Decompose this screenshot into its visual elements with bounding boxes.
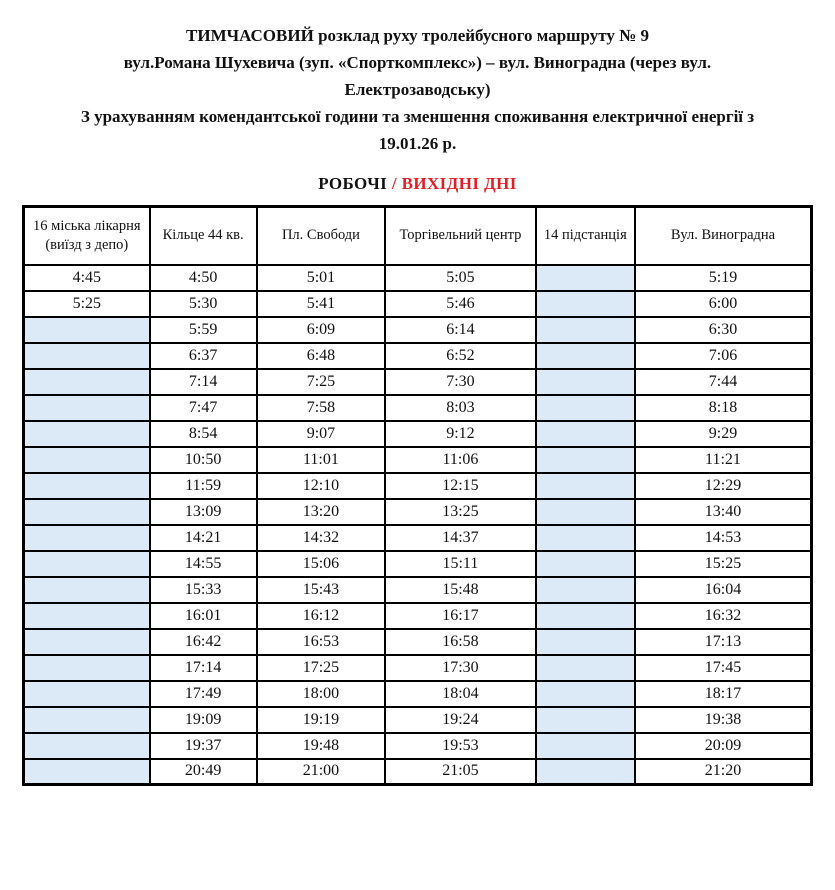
table-row xyxy=(24,733,812,759)
time-cell: 6:48 xyxy=(257,343,385,369)
schedule-table-body xyxy=(24,265,812,785)
workdays-label: РОБОЧІ xyxy=(318,174,388,193)
time-cell: 14:21 xyxy=(150,525,257,551)
time-cell: 9:29 xyxy=(635,421,812,447)
time-cell: 15:06 xyxy=(257,551,385,577)
empty-shaded-cell xyxy=(536,265,635,291)
table-row xyxy=(24,395,812,421)
empty-shaded-cell xyxy=(536,473,635,499)
table-row xyxy=(24,317,812,343)
title-line-4: З урахуванням комендантської години та зменшення споживання електричної енергії з xyxy=(80,107,755,126)
empty-shaded-cell xyxy=(24,447,150,473)
time-cell: 5:41 xyxy=(257,291,385,317)
title-line-2: вул.Романа Шухевича (зуп. «Спорткомплекс») – вул. Виноградна (через вул. xyxy=(123,53,712,72)
time-cell: 17:13 xyxy=(635,629,812,655)
time-cell: 16:53 xyxy=(257,629,385,655)
time-cell: 18:00 xyxy=(257,681,385,707)
table-row xyxy=(24,265,812,291)
time-cell: 7:44 xyxy=(635,369,812,395)
table-row xyxy=(24,499,812,525)
time-cell: 6:37 xyxy=(150,343,257,369)
time-cell: 17:30 xyxy=(385,655,536,681)
time-cell: 13:09 xyxy=(150,499,257,525)
empty-shaded-cell xyxy=(24,499,150,525)
column-header: 14 підстанція xyxy=(536,207,635,265)
time-cell: 15:33 xyxy=(150,577,257,603)
time-cell: 19:24 xyxy=(385,707,536,733)
empty-shaded-cell xyxy=(536,525,635,551)
time-cell: 15:43 xyxy=(257,577,385,603)
time-cell: 14:55 xyxy=(150,551,257,577)
time-cell: 5:46 xyxy=(385,291,536,317)
empty-shaded-cell xyxy=(536,681,635,707)
time-cell: 13:20 xyxy=(257,499,385,525)
time-cell: 17:49 xyxy=(150,681,257,707)
time-cell: 20:49 xyxy=(150,759,257,785)
empty-shaded-cell xyxy=(536,369,635,395)
time-cell: 12:15 xyxy=(385,473,536,499)
time-cell: 17:25 xyxy=(257,655,385,681)
time-cell: 19:53 xyxy=(385,733,536,759)
schedule-table xyxy=(22,205,813,786)
time-cell: 4:50 xyxy=(150,265,257,291)
empty-shaded-cell xyxy=(24,681,150,707)
empty-shaded-cell xyxy=(536,655,635,681)
empty-shaded-cell xyxy=(24,551,150,577)
time-cell: 19:38 xyxy=(635,707,812,733)
empty-shaded-cell xyxy=(536,603,635,629)
table-row xyxy=(24,577,812,603)
time-cell: 19:48 xyxy=(257,733,385,759)
time-cell: 11:21 xyxy=(635,447,812,473)
empty-shaded-cell xyxy=(24,655,150,681)
empty-shaded-cell xyxy=(24,525,150,551)
empty-shaded-cell xyxy=(24,343,150,369)
empty-shaded-cell xyxy=(24,629,150,655)
empty-shaded-cell xyxy=(24,395,150,421)
table-row xyxy=(24,421,812,447)
empty-shaded-cell xyxy=(536,447,635,473)
empty-shaded-cell xyxy=(536,395,635,421)
time-cell: 5:30 xyxy=(150,291,257,317)
time-cell: 11:06 xyxy=(385,447,536,473)
document-title xyxy=(28,22,808,157)
time-cell: 15:11 xyxy=(385,551,536,577)
time-cell: 14:53 xyxy=(635,525,812,551)
time-cell: 16:42 xyxy=(150,629,257,655)
time-cell: 16:12 xyxy=(257,603,385,629)
table-row xyxy=(24,681,812,707)
time-cell: 16:01 xyxy=(150,603,257,629)
empty-shaded-cell xyxy=(536,629,635,655)
column-header: Торгівельний центр xyxy=(385,207,536,265)
time-cell: 6:14 xyxy=(385,317,536,343)
empty-shaded-cell xyxy=(536,317,635,343)
weekend-days-label: / ВИХІДНІ ДНІ xyxy=(391,174,517,193)
time-cell: 7:58 xyxy=(257,395,385,421)
time-cell: 8:54 xyxy=(150,421,257,447)
time-cell: 7:14 xyxy=(150,369,257,395)
time-cell: 16:58 xyxy=(385,629,536,655)
table-row xyxy=(24,655,812,681)
empty-shaded-cell xyxy=(536,291,635,317)
empty-shaded-cell xyxy=(24,577,150,603)
time-cell: 12:29 xyxy=(635,473,812,499)
time-cell: 16:04 xyxy=(635,577,812,603)
time-cell: 16:17 xyxy=(385,603,536,629)
column-header: Кільце 44 кв. xyxy=(150,207,257,265)
time-cell: 11:01 xyxy=(257,447,385,473)
time-cell: 5:05 xyxy=(385,265,536,291)
time-cell: 7:06 xyxy=(635,343,812,369)
time-cell: 6:00 xyxy=(635,291,812,317)
column-header: 16 міська лікарня (виїзд з депо) xyxy=(24,207,150,265)
table-row xyxy=(24,603,812,629)
column-header: Пл. Свободи xyxy=(257,207,385,265)
time-cell: 5:59 xyxy=(150,317,257,343)
empty-shaded-cell xyxy=(24,369,150,395)
time-cell: 14:37 xyxy=(385,525,536,551)
time-cell: 5:19 xyxy=(635,265,812,291)
time-cell: 15:48 xyxy=(385,577,536,603)
time-cell: 7:25 xyxy=(257,369,385,395)
empty-shaded-cell xyxy=(24,733,150,759)
empty-shaded-cell xyxy=(536,733,635,759)
time-cell: 21:20 xyxy=(635,759,812,785)
title-line-3: Електрозаводську) xyxy=(344,80,491,99)
time-cell: 10:50 xyxy=(150,447,257,473)
time-cell: 17:14 xyxy=(150,655,257,681)
time-cell: 6:52 xyxy=(385,343,536,369)
title-line-1: ТИМЧАСОВИЙ розклад руху тролейбусного маршруту № 9 xyxy=(186,26,649,45)
column-header: Вул. Виноградна xyxy=(635,207,812,265)
empty-shaded-cell xyxy=(536,343,635,369)
time-cell: 8:03 xyxy=(385,395,536,421)
time-cell: 7:47 xyxy=(150,395,257,421)
time-cell: 19:09 xyxy=(150,707,257,733)
time-cell: 20:09 xyxy=(635,733,812,759)
time-cell: 4:45 xyxy=(24,265,150,291)
table-row xyxy=(24,291,812,317)
empty-shaded-cell xyxy=(24,759,150,785)
time-cell: 16:32 xyxy=(635,603,812,629)
time-cell: 13:40 xyxy=(635,499,812,525)
time-cell: 14:32 xyxy=(257,525,385,551)
empty-shaded-cell xyxy=(24,473,150,499)
empty-shaded-cell xyxy=(536,759,635,785)
time-cell: 13:25 xyxy=(385,499,536,525)
empty-shaded-cell xyxy=(536,551,635,577)
time-cell: 5:25 xyxy=(24,291,150,317)
time-cell: 9:12 xyxy=(385,421,536,447)
empty-shaded-cell xyxy=(24,707,150,733)
time-cell: 7:30 xyxy=(385,369,536,395)
empty-shaded-cell xyxy=(24,317,150,343)
table-row xyxy=(24,629,812,655)
header-row xyxy=(24,207,812,265)
empty-shaded-cell xyxy=(536,499,635,525)
time-cell: 21:00 xyxy=(257,759,385,785)
empty-shaded-cell xyxy=(24,421,150,447)
day-type-heading xyxy=(0,174,835,194)
table-row xyxy=(24,343,812,369)
time-cell: 8:18 xyxy=(635,395,812,421)
empty-shaded-cell xyxy=(536,707,635,733)
time-cell: 11:59 xyxy=(150,473,257,499)
table-row xyxy=(24,759,812,785)
title-line-5: 19.01.26 р. xyxy=(378,134,457,153)
empty-shaded-cell xyxy=(536,421,635,447)
empty-shaded-cell xyxy=(24,603,150,629)
table-row xyxy=(24,551,812,577)
table-row xyxy=(24,473,812,499)
time-cell: 21:05 xyxy=(385,759,536,785)
time-cell: 18:04 xyxy=(385,681,536,707)
time-cell: 19:19 xyxy=(257,707,385,733)
time-cell: 19:37 xyxy=(150,733,257,759)
time-cell: 6:30 xyxy=(635,317,812,343)
time-cell: 12:10 xyxy=(257,473,385,499)
time-cell: 15:25 xyxy=(635,551,812,577)
table-row xyxy=(24,369,812,395)
time-cell: 5:01 xyxy=(257,265,385,291)
time-cell: 18:17 xyxy=(635,681,812,707)
table-row xyxy=(24,707,812,733)
table-row xyxy=(24,447,812,473)
time-cell: 17:45 xyxy=(635,655,812,681)
time-cell: 9:07 xyxy=(257,421,385,447)
table-row xyxy=(24,525,812,551)
empty-shaded-cell xyxy=(536,577,635,603)
time-cell: 6:09 xyxy=(257,317,385,343)
